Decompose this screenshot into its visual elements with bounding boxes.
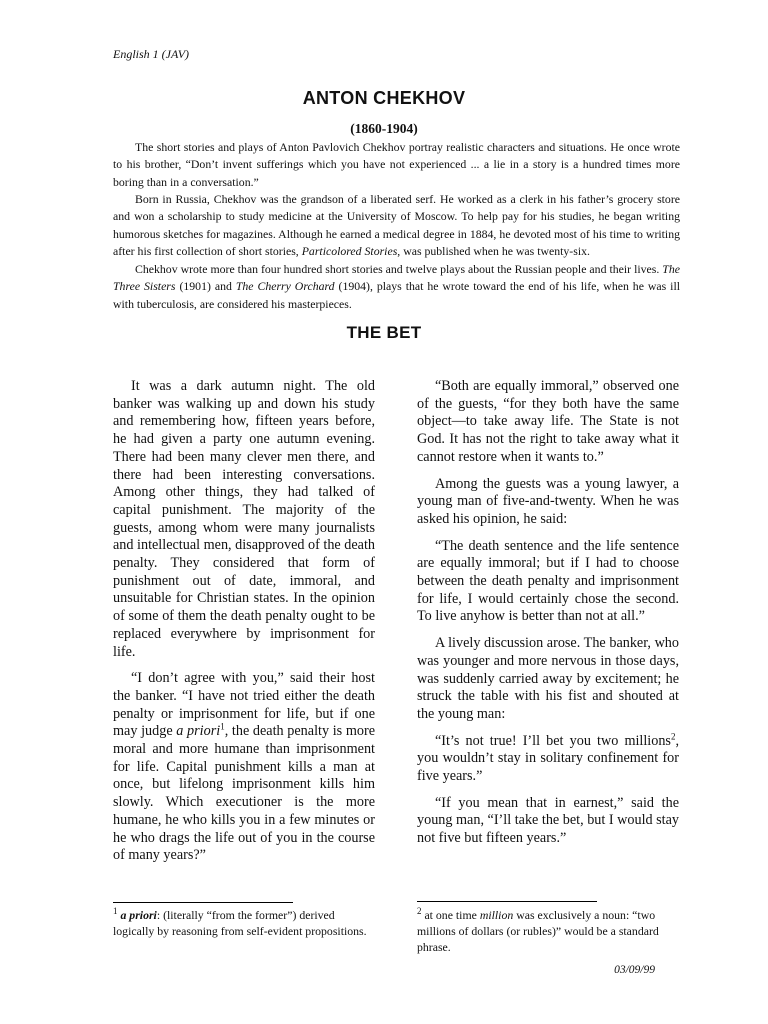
story-paragraph: “I don’t agree with you,” said their host the banker. “I have not tried either the death penalty or imprisonment for life, but if one may judge a priori$^1$, the death penalty is more moral and more humane than imprisonment for life. Capital punishment kills a man at once, but lifelong imprisonment kills him slowly. Which executioner is the more humane, he who kills you in a few minutes or he who drags the life out of you in the course of many years?” xyxy=(113,670,376,864)
footnote-term: a priori xyxy=(120,908,157,922)
play-title-cherry-orchard: The Cherry Orchard xyxy=(235,279,335,294)
story-paragraph: Among the guests was a young lawyer, a young man of five-and-twenty. When he was asked his opinion, he said: xyxy=(417,475,679,527)
story-column-left xyxy=(113,378,375,874)
story-paragraph: “If you mean that in earnest,” said the young man, “I’ll take the bet, but I would stay not five but fifteen years.” xyxy=(417,794,680,847)
author-name: ANTON CHEKHOV xyxy=(302,88,466,108)
story-paragraph: It was a dark autumn night. The old banker was walking up and down his study and remembering how, fifteen years before, he had given a party one autumn evening. There had been many clever men there, and there had been interesting conversations. Among other things, they had talked of capital punishment. The majority of the guests, among whom were many journalists and intellectual men, disapproved of the death penalty. They considered that form of punishment out of date, immoral, and unsuitable for Christian states. In the opinion of some of them the death penalty ought to be replaced everywhere by imprisonment for life. xyxy=(113,378,375,660)
bio-text-3c: (1904), plays that he wrote toward the end of his life, when he was ill with tuberculosis, are considered his masterpieces. xyxy=(113,279,680,311)
footnote-2: $^2$ at one time million was exclusively a noun: “two millions of dollars (or rubles)” would be a standard phrase. xyxy=(417,906,659,954)
page-date: 03/09/99 xyxy=(614,964,655,976)
footnote-term: million xyxy=(479,908,514,922)
story-paragraph: “The death sentence and the life sentence are equally immoral; but if I had to choose between the death penalty and imprisonment for life, I would certainly chose the second. To live anyhow is better than not at all.” xyxy=(417,537,679,625)
bio-text-3b: (1901) and xyxy=(175,279,236,294)
story-paragraph: “Both are equally immoral,” observed one of the guests, “for they both have the same object—to take away life. The State is not God. It has not the right to take away what it cannot restore when it wants to.” xyxy=(417,378,679,465)
footnote-1 xyxy=(113,907,375,939)
bio-text-2a: Born in Russia, Chekhov was the grandson of a liberated serf. He worked as a clerk in his father’s grocery store and won a scholarship to study medicine at the University of Moscow. To help pay for his studies, he began writing humorous sketches for magazines. Although he earned a medical degree in 1884, he devoted most of his time to writing after his first collection of short stories, xyxy=(113,192,680,259)
footnote-number: 2 xyxy=(417,906,422,917)
footnote-ref-1[interactable]: 1 xyxy=(220,721,225,732)
footnote-text: : (literally “from the former”) derived logically by reasoning from self-evident propositions. xyxy=(113,908,367,938)
story-column-right xyxy=(417,378,679,857)
story-paragraph: A lively discussion arose. The banker, who was younger and more nervous in those days, was suddenly carried away by excitement; he struck the table with his fist and shouted at the young man: xyxy=(417,635,679,722)
author-dates: (1860-1904) xyxy=(350,121,418,136)
course-header: English 1 (JAV) xyxy=(113,47,190,61)
a-priori-term: a priori xyxy=(176,723,221,740)
story-paragraph: “It’s not true! I’ll bet you two millions$^2$, you wouldn’t stay in solitary confinement for five years.” xyxy=(417,730,679,785)
bio-text-3a: Chekhov wrote more than four hundred short stories and twelve plays about the Russian people and their lives. xyxy=(135,262,663,276)
bio-paragraph-3 xyxy=(113,261,680,313)
footnote-divider-right xyxy=(417,901,597,902)
footnote-ref-2[interactable]: 2 xyxy=(670,730,676,741)
bio-paragraph-2 xyxy=(113,191,680,261)
story-title: THE BET xyxy=(346,323,422,342)
bio-text-1: The short stories and plays of Anton Pavlovich Chekhov portray realistic characters and situations. He once wrote to his brother, “Don’t invent sufferings which you have not experienced ... a lie in a story is a hundred times more boring than in a conversation.” xyxy=(113,140,680,189)
play-title-three-sisters: The Three Sisters xyxy=(113,262,680,294)
footnote-text: was exclusively a noun: “two millions of dollars (or rubles)” would be a standard phrase. xyxy=(417,908,659,954)
bio-text-2b: , was published when he was twenty-six. xyxy=(397,244,590,259)
footnote-divider-left xyxy=(113,902,293,903)
footnote-number: 1 xyxy=(113,906,118,917)
book-title-particolored-stories: Particolored Stories xyxy=(301,244,398,259)
bio-paragraph-1 xyxy=(113,139,680,191)
